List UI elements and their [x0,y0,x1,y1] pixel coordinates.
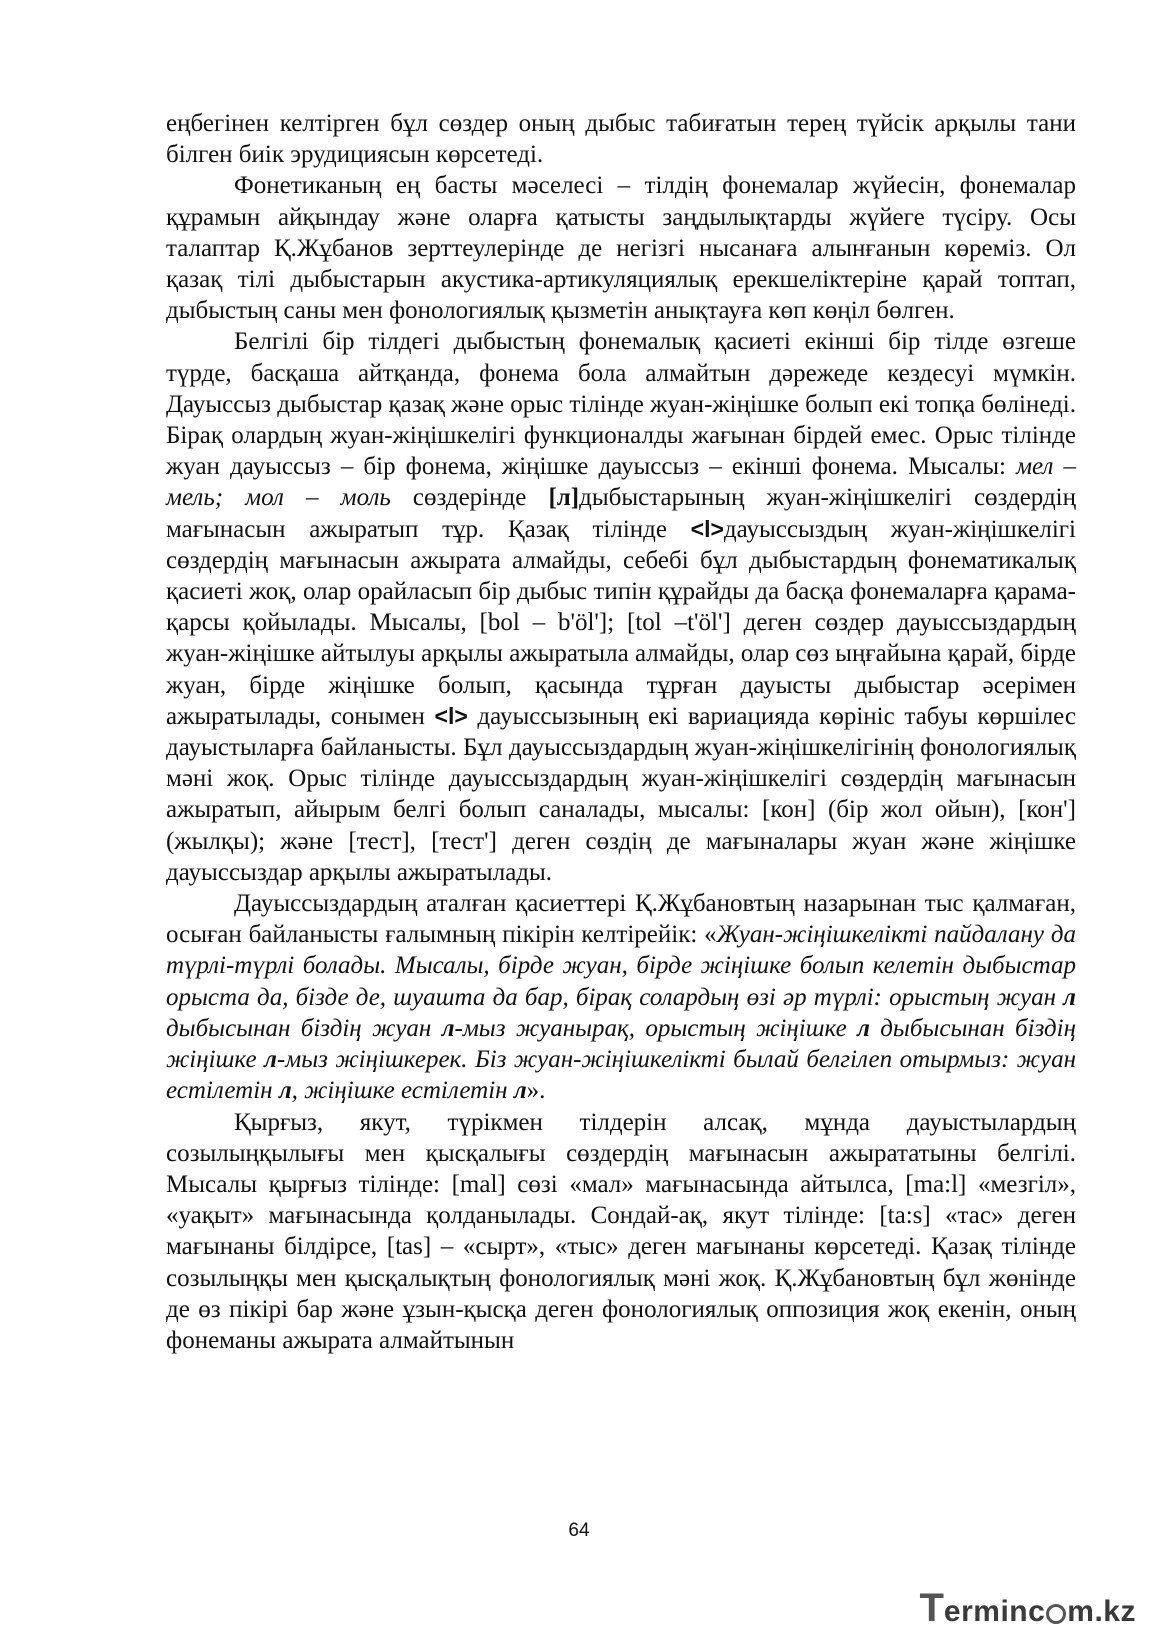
p4-quote-3: -мыз жуанырақ, орыстың жіңішке [454,1014,858,1042]
paragraph-3 [166,326,1076,888]
p3-l-angle-1: <l> [690,515,724,542]
p4-quote-4: дыбысынан біздің жіңішке [166,1014,1076,1074]
paragraph-5: Қырғыз, якут, түрікмен тілдерін алсақ, мұнда дауыстылардың созылыңқылығы мен қысқалығы сөздердің мағынасын ажырататыны белгілі. Мысалы қырғыз тілінде: [mal] сөзі «мал» мағынасында айтылса, [ma:l] «мезгіл», «уақыт» мағынасында қолданылады. Сондай-ақ, якут тілінде: [ta:s] «тас» деген мағынаны білдірсе, [tas] – «сырт», «тыс» деген мағынаны көрсетеді. Қазақ тілінде созылыңқы мен қысқалықтың фонологиялық мәні жоқ. Қ.Жұбановтың бұл жөнінде де өз пікірі бар және ұзын-қысқа деген фонологиялық оппозиция жоқ екенін, оның фонеманы ажырата алмайтынын [166,1108,1076,1354]
page-number: 64 [568,1520,590,1541]
p4-quote [166,921,1076,1104]
paragraph-1: еңбегінен келтірген бұл сөздер оның дыбыс табиғатын терең түйсік арқылы тани білген биік эрудициясын көрсетеді. [166,110,1076,169]
p3-l-angle-2: <l> [434,702,468,729]
p4-quote-1: Жуан-жіңішкелікті пайдалану да түрлі-түрлі болады. Мысалы, бірде жуан, бірде жіңішке болып келетін дыбыстар орыста да, бізде де, шуашта да бар, бірақ солардың өзі әр түрлі: орыстың жуан [166,921,1076,1011]
watermark-text-1: erminc [943,1595,1046,1628]
p4-l-2: л [441,1014,455,1042]
paragraph-2: Фонетиканың ең басты мәселесі – тілдің фонемалар жүйесін, фонемалар құрамын айқындау және оларға қатысты заңдылықтарды жүйеге түсіру. Осы талаптар Қ.Жұбанов зерттеулерінде де негізгі нысанаға алынғанын көреміз. Ол қазақ тілі дыбыстарын акустика-артикуляциялық ерекшеліктеріне қарай топтап, дыбыстың саны мен фонологиялық қызметін анықтауға көп көңіл бөлген. [166,172,1076,325]
watermark-letter-t: T [919,1586,944,1630]
terminkom-watermark-logo [919,1588,1136,1628]
p4-quote-2: дыбысынан біздің жуан [166,1014,442,1042]
p3-text-4: дауыссыздың жуан-жіңішкелігі сөздердің мағынасын ажырата алмайды, себебі бұл дыбыстардың фонематикалық қасиеті жоқ, олар орайласып бір дыбыс типін құрайды да басқа фонемаларға қарама-қарсы қойылады. Мысалы, [bol – b'öl']; [tol –t'öl'] деген сөздер дауыссыздардың жуан-жіңішке айтылуы арқылы ажыратыла алмайды, олар сөз ыңғайына қарай, бірде жуан, бірде жіңішке болып, қасында тұрған дауысты дыбыстар әсерімен ажыратылады, сонымен [166,515,1077,730]
p4-l-6: л [513,1077,527,1105]
p3-text-2: сөздерінде [390,484,549,512]
p3-text-1: Белгілі бір тілдегі дыбыстың фонемалық қасиеті екінші бір тілде өзгеше түрде, басқаша айтқанда, фонема бола алмайтын дәрежеде кездесуі мүмкін. Дауыссыз дыбыстар қазақ және орыс тілінде жуан-жіңішке болып екі топқа бөлінеді. Бірақ олардың жуан-жіңішкелігі функционалды жағынан бірдей емес. Орыс тілінде жуан дауыссыз – бір фонема, жіңішке дауыссыз – екінші фонема. Мысалы: [166,328,1076,481]
watermark-ring-icon [1046,1604,1066,1624]
p4-l-5: л [278,1077,292,1105]
p4-l-4: л [264,1046,277,1074]
p4-text-2: ». [526,1077,546,1105]
page-body [166,108,1076,1356]
watermark-text-2: m.kz [1067,1595,1136,1628]
p4-text-1: Дауыссыздардың аталған қасиеттері Қ.Жұбановтың назарынан тыс қалмаған, осыған байланысты ғалымның пікірін келтірейік: « [166,890,1076,949]
p3-example-words: мел – мель; мол – моль [166,453,1076,512]
p4-l-3: л [857,1014,870,1042]
p4-l-1: л [1063,983,1076,1011]
paragraph-4 [166,888,1076,1106]
p4-quote-6: , жіңішке естілетін [291,1077,514,1105]
p3-text-5: дауыссызының екі вариацияда көрініс табуы көршілес дауыстыларға байланысты. Бұл дауыссыздардың жуан-жіңішкелігінің фонологиялық мәні жоқ. Орыс тілінде дауыссыздардың жуан-жіңішкелігі сөздердің мағынасын ажыратып, айырым белгі болып саналады, мысалы: [кон] (бір жол ойын), [кон'] (жылқы); және [тест], [тест'] деген сөздің де мағыналары жуан және жіңішке дауыссыздар арқылы ажыратылады. [166,702,1076,886]
p3-text-3: дыбыстарының жуан-жіңішкелігі сөздердің мағынасын ажыратып тұр. Қазақ тілінде [166,484,1077,543]
p3-l-bracket: [л] [548,484,580,512]
p4-quote-5: -мыз жіңішкерек. Біз жуан-жіңішкелікті былай белгілеп отырмыз: жуан естілетін [166,1046,1076,1105]
